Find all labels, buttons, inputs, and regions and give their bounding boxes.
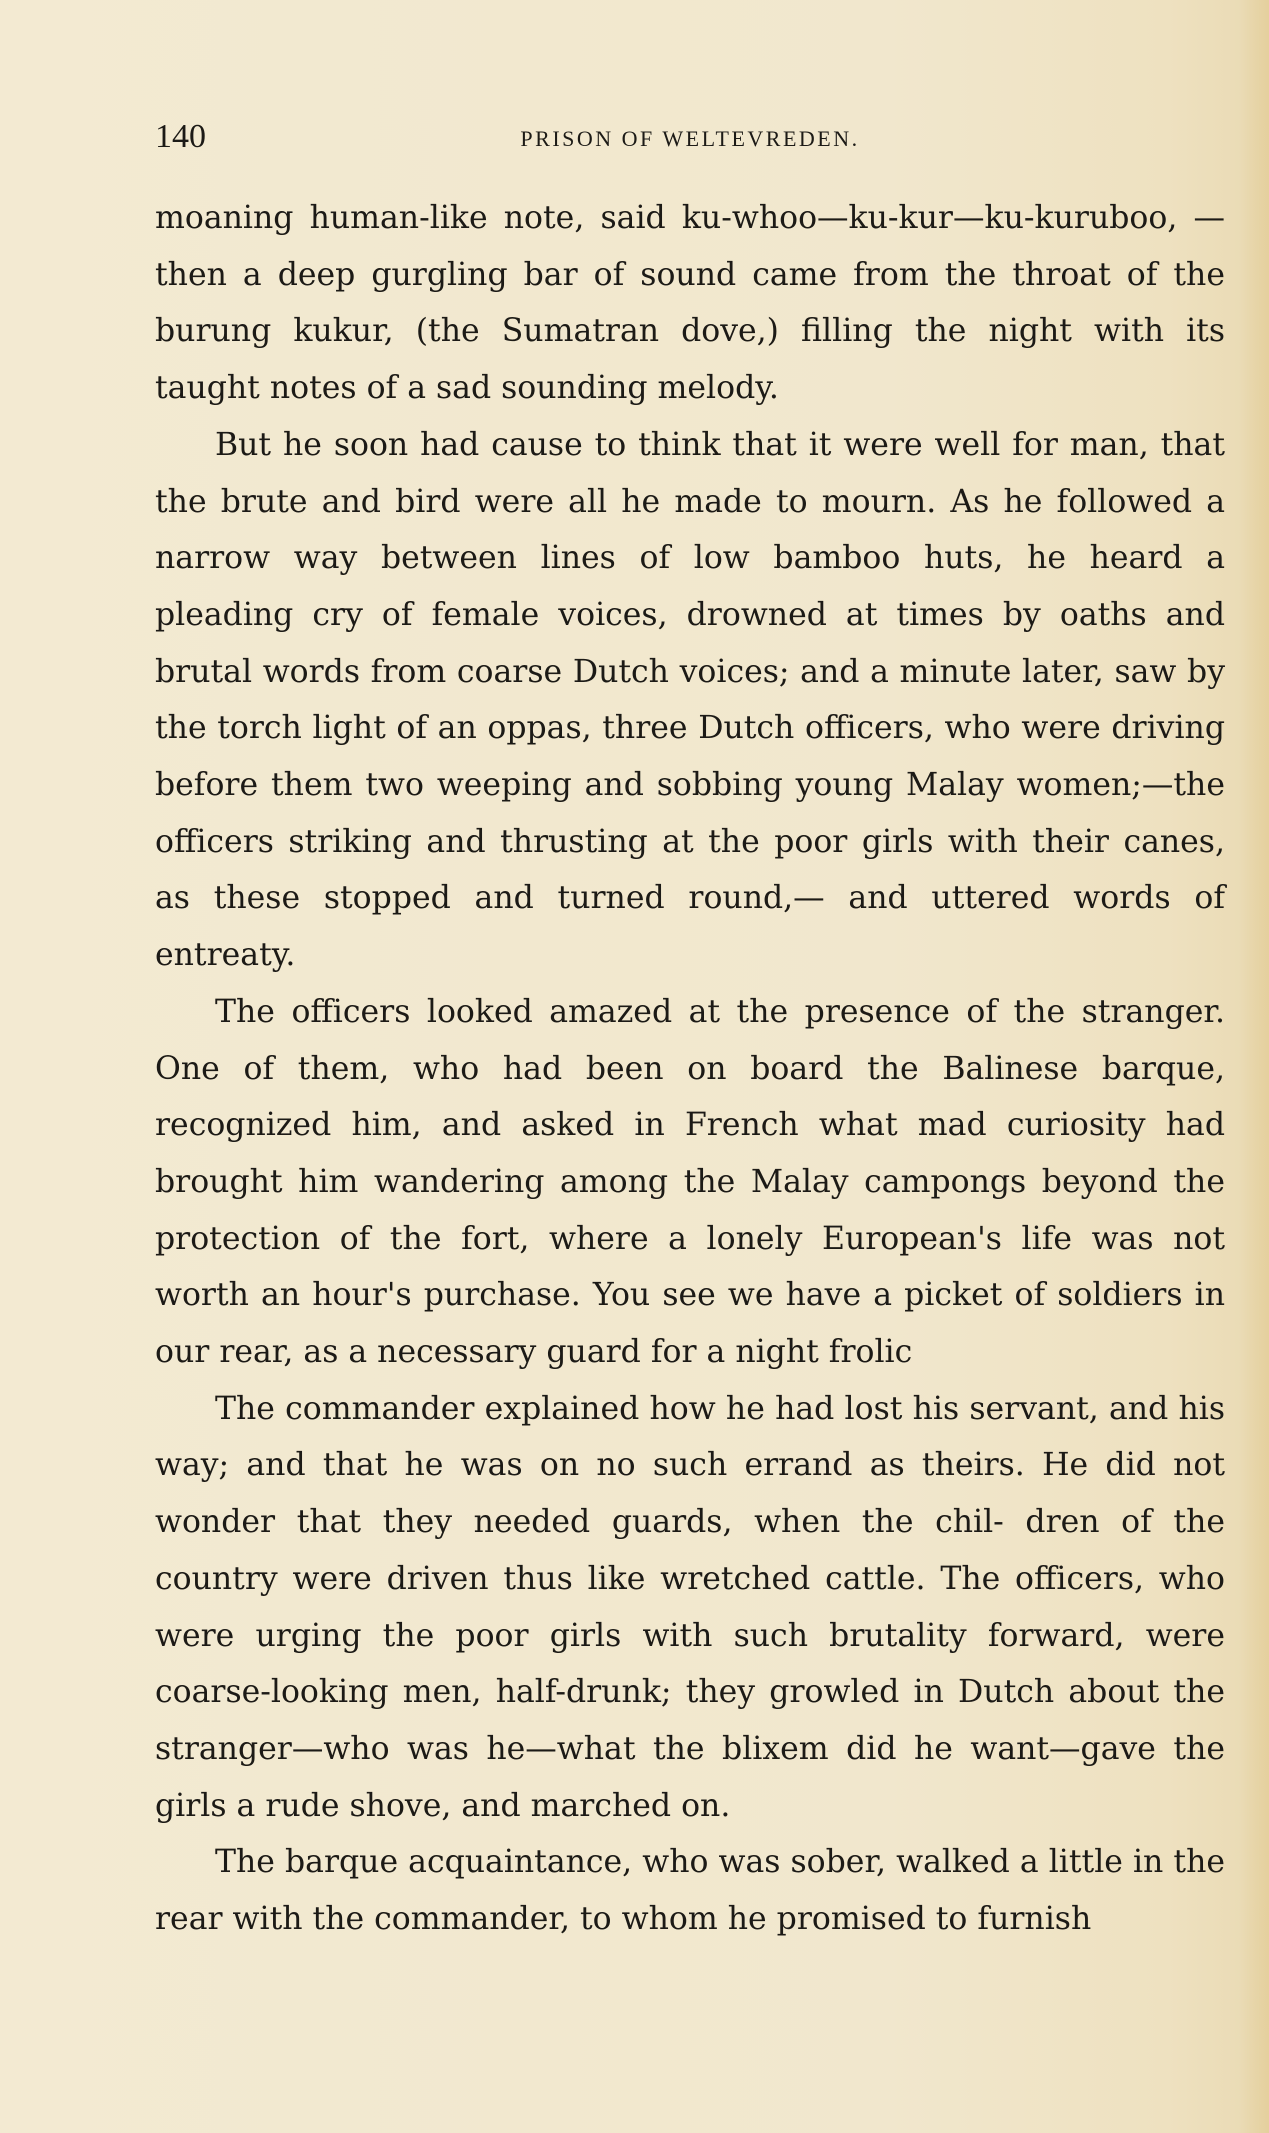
paragraph-1: moaning human-like note, said ku-whoo—ku-kur—ku-kuruboo, —then a deep gurgling bar of sound came from the throat of the burung kukur, (the Sumatran dove,) filling the night with its taught notes of a sad sounding melody. bbox=[155, 200, 1225, 407]
paragraph-5: The barque acquaintance, who was sober, walked a little in the rear with the commander, to whom he promised to furnish bbox=[155, 1844, 1225, 1938]
paragraph-4: The commander explained how he had lost his servant, and his way; and that he was on no such errand as theirs. He did not wonder that they needed guards, when the chil- dren of the country were driven thus like wretched cattle. The officers, who were urging the poor girls with such brutality forward, were coarse-looking men, half-drunk; they growled in Dutch about the stranger—who was he—what the blixem did he want—gave the girls a rude shove, and marched on. bbox=[155, 1390, 1225, 1824]
running-head bbox=[155, 118, 1225, 168]
running-title: PRISON OF WELTEVREDEN. bbox=[520, 126, 860, 151]
page-number: 140 bbox=[155, 118, 206, 155]
paragraph-3: The officers looked amazed at the presence of the stranger. One of them, who had been on board the Balinese barque, recognized him, and asked in French what mad curiosity had brought him wandering among the Malay campongs beyond the protection of the fort, where a lonely European's life was not worth an hour's purchase. You see we have a picket of soldiers in our rear, as a necessary guard for a night frolic bbox=[155, 993, 1225, 1371]
body-text bbox=[155, 190, 1225, 1948]
paragraph-2: But he soon had cause to think that it were well for man, that the brute and bird were all he made to mourn. As he followed a narrow way between lines of low bamboo huts, he heard a pleading cry of female voices, drowned at times by oaths and brutal words from coarse Dutch voices; and a minute later, saw by the torch light of an oppas, three Dutch officers, who were driving before them two weeping and sobbing young Malay women;—the officers striking and thrusting at the poor girls with their canes, as these stopped and turned round,— and uttered words of entreaty. bbox=[155, 426, 1225, 974]
page-edge-shading bbox=[1239, 0, 1269, 2133]
